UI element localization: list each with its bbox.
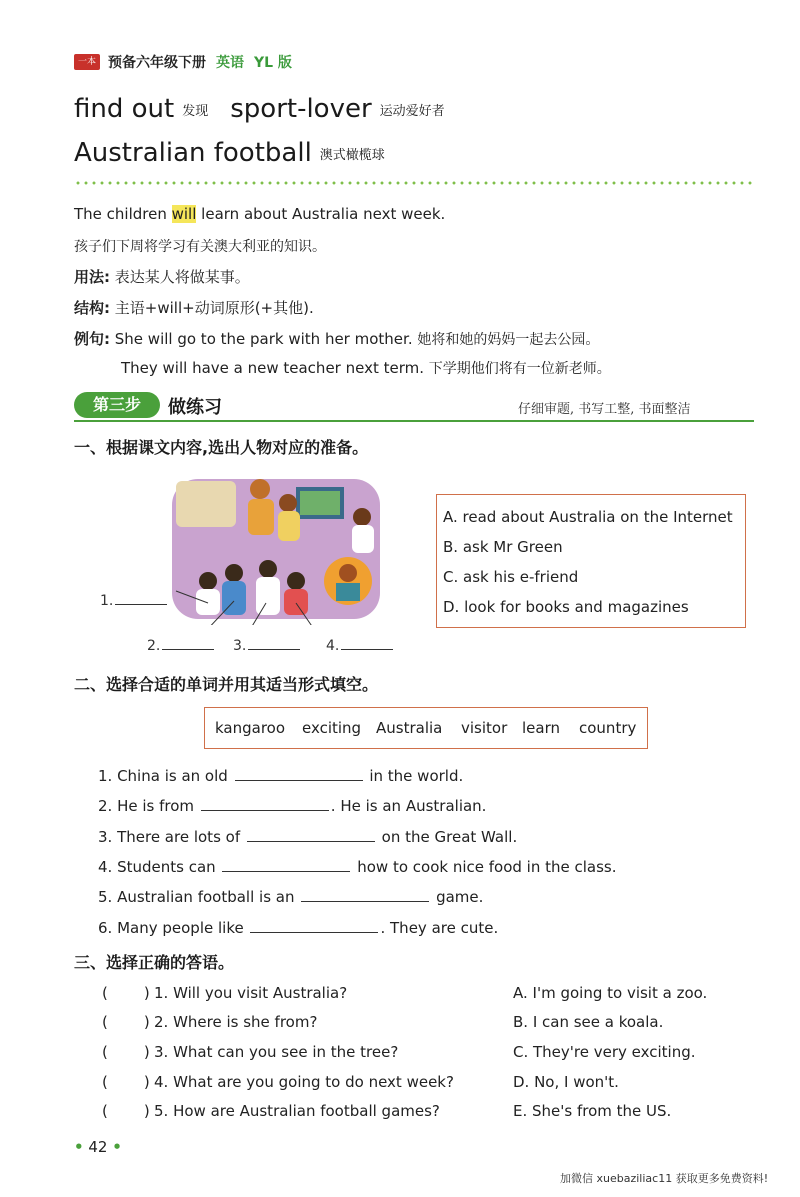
grammar-translation: 孩子们下周将学习有关澳大利亚的知识。 bbox=[74, 239, 326, 255]
example-zh: 下学期他们将有一位新老师。 bbox=[428, 361, 611, 377]
grammar-usage bbox=[74, 266, 250, 287]
blank-line bbox=[341, 637, 393, 650]
usage-label: 用法: bbox=[74, 268, 110, 286]
question-text: game. bbox=[436, 888, 484, 906]
example-label: 例句: bbox=[74, 330, 110, 348]
vocab-zh: 运动爱好者 bbox=[379, 104, 445, 119]
vocab-zh: 发现 bbox=[182, 104, 209, 119]
fill-question-4 bbox=[98, 857, 617, 876]
answer-paren-4[interactable]: ( ) bbox=[102, 1073, 150, 1091]
fill-blank[interactable] bbox=[222, 857, 350, 872]
grammar-example-1 bbox=[74, 328, 599, 349]
option-b: B. ask Mr Green bbox=[443, 538, 563, 556]
structure-label: 结构: bbox=[74, 299, 110, 317]
section-1-title: 一、根据课文内容,选出人物对应的准备。 bbox=[74, 438, 369, 457]
choice-answer-e: E. She's from the US. bbox=[513, 1102, 672, 1120]
fill-blank[interactable] bbox=[301, 887, 429, 902]
example-en: They will have a new teacher next term. bbox=[121, 359, 424, 377]
choice-question-1: 1. Will you visit Australia? bbox=[154, 984, 348, 1002]
sentence-text: The children bbox=[74, 205, 172, 223]
example-zh: 她将和她的妈妈一起去公园。 bbox=[417, 332, 600, 348]
header-grade: 预备六年级下册 bbox=[108, 55, 206, 71]
blank-line bbox=[162, 637, 214, 650]
highlighted-word: will bbox=[171, 205, 197, 223]
fill-blank[interactable] bbox=[250, 918, 378, 933]
step-title: 做练习 bbox=[168, 397, 222, 418]
example-en: She will go to the park with her mother. bbox=[114, 330, 413, 348]
usage-text: 表达某人将做某事。 bbox=[114, 268, 250, 286]
step-underline bbox=[74, 420, 754, 422]
classroom-illustration bbox=[168, 473, 384, 625]
publisher-logo: 一本 bbox=[74, 54, 100, 70]
vocab-en: sport-lover bbox=[230, 94, 372, 124]
dotted-divider bbox=[74, 181, 754, 185]
word-bank-item: kangaroo bbox=[215, 719, 286, 737]
question-text: . He is an Australian. bbox=[330, 797, 487, 815]
choice-question-3: 3. What can you see in the tree? bbox=[154, 1043, 399, 1061]
question-text: 3. There are lots of bbox=[98, 828, 241, 846]
question-text: 1. China is an old bbox=[98, 767, 228, 785]
vocab-row-1 bbox=[74, 94, 467, 124]
fill-blank[interactable] bbox=[235, 766, 363, 781]
question-text: 6. Many people like bbox=[98, 919, 244, 937]
sentence-text: learn about Australia next week. bbox=[196, 205, 446, 223]
question-text: in the world. bbox=[369, 767, 464, 785]
option-c: C. ask his e-friend bbox=[443, 568, 579, 586]
fill-blank[interactable] bbox=[201, 796, 329, 811]
blank-number: 2. bbox=[147, 638, 161, 654]
blank-number: 4. bbox=[326, 638, 340, 654]
vocab-en: Australian football bbox=[74, 138, 312, 168]
blank-line bbox=[248, 637, 300, 650]
choice-answer-b: B. I can see a koala. bbox=[513, 1013, 664, 1031]
header-version: YL 版 bbox=[254, 55, 292, 71]
choice-question-4: 4. What are you going to do next week? bbox=[154, 1073, 454, 1091]
grammar-structure bbox=[74, 297, 314, 318]
answer-paren-2[interactable]: ( ) bbox=[102, 1013, 150, 1031]
question-text: 4. Students can bbox=[98, 858, 216, 876]
answer-paren-1[interactable]: ( ) bbox=[102, 984, 150, 1002]
answer-blank-1[interactable] bbox=[100, 592, 167, 609]
choice-answer-a: A. I'm going to visit a zoo. bbox=[513, 984, 708, 1002]
fill-question-5 bbox=[98, 887, 483, 906]
answer-paren-5[interactable]: ( ) bbox=[102, 1102, 150, 1120]
blank-number: 1. bbox=[100, 593, 114, 609]
vocab-en: find out bbox=[74, 94, 175, 124]
fill-question-1 bbox=[98, 766, 463, 785]
header-subject: 英语 bbox=[216, 55, 244, 71]
vocab-zh: 澳式橄榄球 bbox=[319, 148, 385, 163]
page-number-text: 42 bbox=[88, 1138, 108, 1156]
answer-blank-4[interactable] bbox=[326, 637, 393, 654]
choice-answer-d: D. No, I won't. bbox=[513, 1073, 619, 1091]
word-bank-item: visitor bbox=[461, 719, 508, 737]
section-2-title: 二、选择合适的单词并用其适当形式填空。 bbox=[74, 675, 379, 694]
step-note: 仔细审题, 书写工整, 书面整洁 bbox=[518, 402, 691, 417]
question-text: how to cook nice food in the class. bbox=[357, 858, 617, 876]
footer-note: 加微信 xuebaziliac11 获取更多免费资料! bbox=[560, 1172, 769, 1185]
vocab-row-2 bbox=[74, 138, 407, 168]
fill-question-2 bbox=[98, 796, 486, 815]
section-3-title: 三、选择正确的答语。 bbox=[74, 953, 235, 972]
question-text: on the Great Wall. bbox=[381, 828, 518, 846]
word-bank-item: exciting bbox=[302, 719, 362, 737]
grammar-example-2 bbox=[121, 358, 611, 378]
choice-answer-c: C. They're very exciting. bbox=[513, 1043, 696, 1061]
structure-text: 主语+will+动词原形(+其他). bbox=[114, 299, 314, 317]
choice-question-2: 2. Where is she from? bbox=[154, 1013, 318, 1031]
step-badge: 第三步 bbox=[74, 392, 160, 418]
question-text: 2. He is from bbox=[98, 797, 195, 815]
choice-question-5: 5. How are Australian football games? bbox=[154, 1102, 440, 1120]
blank-line bbox=[115, 592, 167, 605]
question-text: . They are cute. bbox=[380, 919, 499, 937]
answer-blank-2[interactable] bbox=[147, 637, 214, 654]
fill-blank[interactable] bbox=[247, 827, 375, 842]
page-number: • 42 • bbox=[74, 1138, 122, 1156]
option-d: D. look for books and magazines bbox=[443, 598, 689, 616]
fill-question-3 bbox=[98, 827, 517, 846]
blank-number: 3. bbox=[233, 638, 247, 654]
question-text: 5. Australian football is an bbox=[98, 888, 295, 906]
option-a: A. read about Australia on the Internet bbox=[443, 508, 733, 526]
word-bank-item: learn bbox=[522, 719, 560, 737]
answer-blank-3[interactable] bbox=[233, 637, 300, 654]
header bbox=[108, 52, 292, 72]
fill-question-6 bbox=[98, 918, 498, 937]
grammar-sentence bbox=[74, 205, 445, 223]
word-bank-item: country bbox=[579, 719, 637, 737]
word-bank-item: Australia bbox=[376, 719, 443, 737]
answer-paren-3[interactable]: ( ) bbox=[102, 1043, 150, 1061]
